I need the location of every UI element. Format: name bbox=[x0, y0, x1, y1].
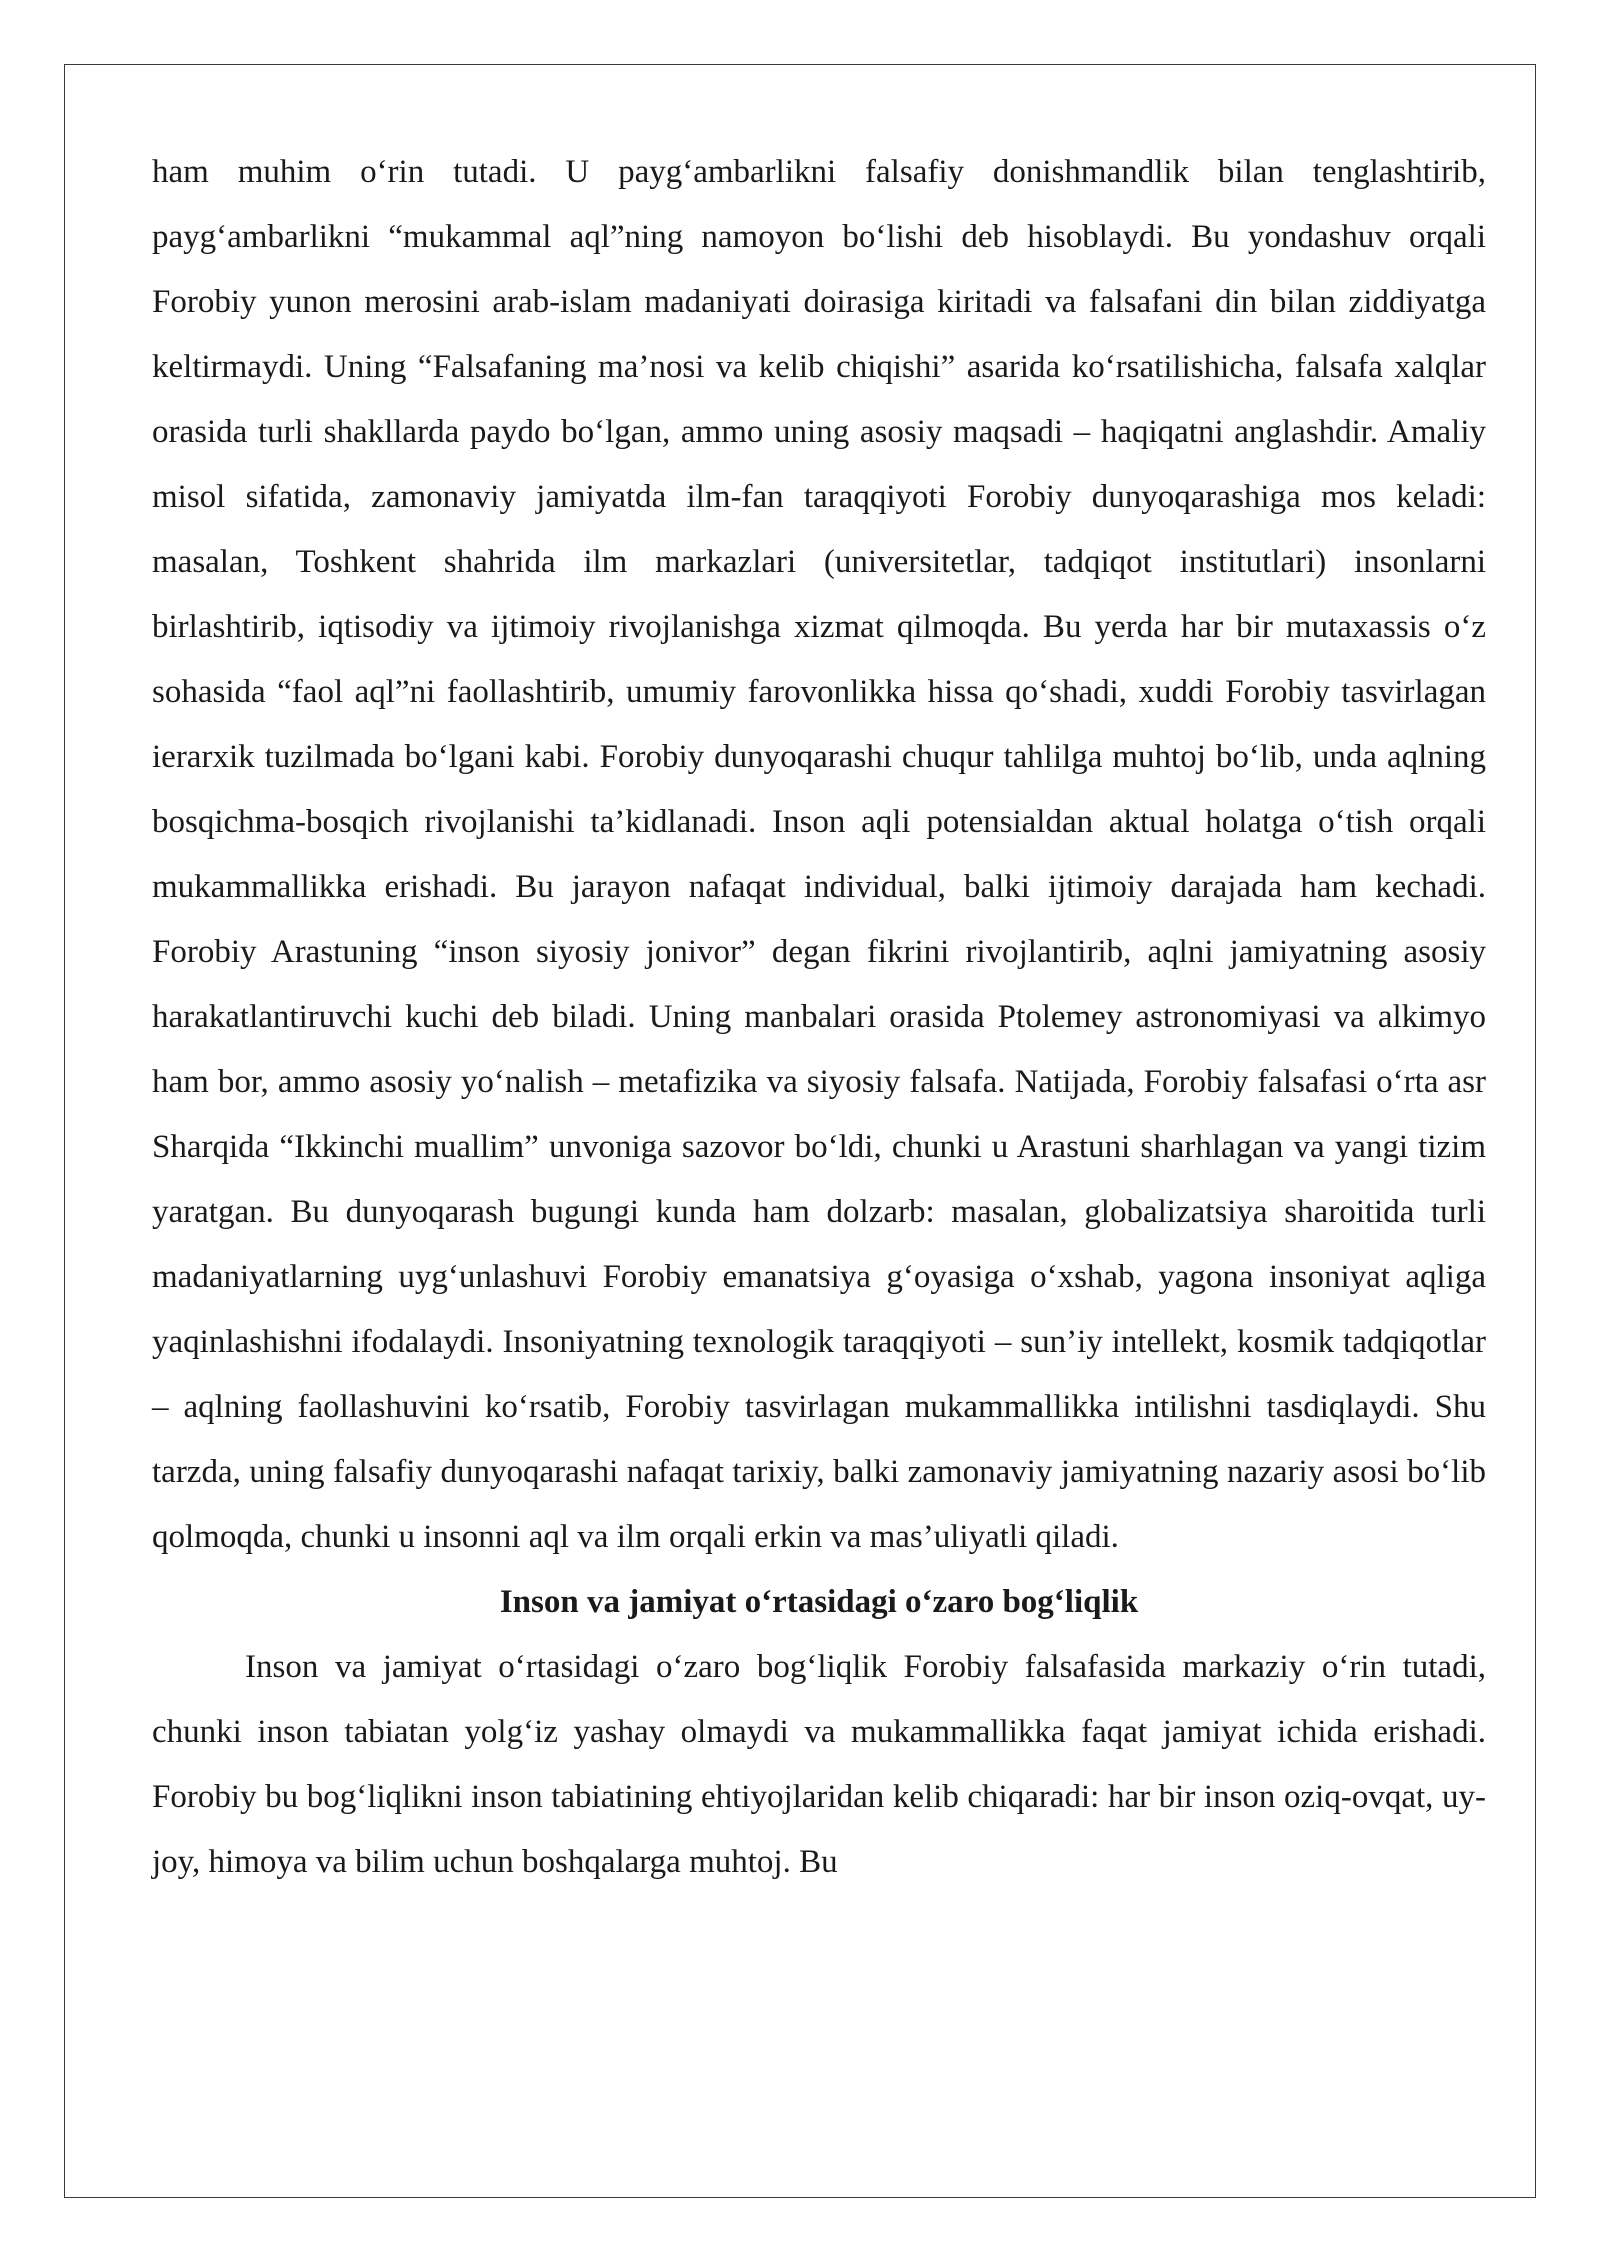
body-paragraph: Inson va jamiyat o‘rtasidagi o‘zaro bog‘liqlik Forobiy falsafasida markaziy o‘rin tutadi, chunki inson tabiatan yolg‘iz yashay olmaydi va mukammallikka faqat jamiyat ichida erishadi. Forobiy bu bog‘liqlikni inson tabiatining ehtiyojlaridan kelib chiqaradi: har bir inson oziq-ovqat, uy-joy, himoya va bilim uchun boshqalarga muhtoj. Bu bbox=[152, 1649, 1486, 1880]
body-paragraph: ham muhim o‘rin tutadi. U payg‘ambarlikni falsafiy donishmandlik bilan tenglashtirib, payg‘ambarlikni “mukammal aql”ning namoyon bo‘lishi deb hisoblaydi. Bu yondashuv orqali Forobiy yunon merosini arab-islam madaniyati doirasiga kiritadi va falsafani din bilan ziddiyatga keltirmaydi. Uning “Falsafaning ma’nosi va kelib chiqishi” asarida ko‘rsatilishicha, falsafa xalqlar orasida turli shakllarda paydo bo‘lgan, ammo uning asosiy maqsadi – haqiqatni anglashdir. Amaliy misol sifatida, zamonaviy jamiyatda ilm-fan taraqqiyoti Forobiy dunyoqarashiga mos keladi: masalan, Toshkent shahrida ilm markazlari (universitetlar, tadqiqot institutlari) insonlarni birlashtirib, iqtisodiy va ijtimoiy rivojlanishga xizmat qilmoqda. Bu yerda har bir mutaxassis o‘z sohasida “faol aql”ni faollashtirib, umumiy farovonlikka hissa qo‘shadi, xuddi Forobiy tasvirlagan ierarxik tuzilmada bo‘lgani kabi. Forobiy dunyoqarashi chuqur tahlilga muhtoj bo‘lib, unda aqlning bosqichma-bosqich rivojlanishi ta’kidlanadi. Inson aqli potensialdan aktual holatga o‘tish orqali mukammallikka erishadi. Bu jarayon nafaqat individual, balki ijtimoiy darajada ham kechadi. Forobiy Arastuning “inson siyosiy jonivor” degan fikrini rivojlantirib, aqlni jamiyatning asosiy harakatlantiruvchi kuchi deb biladi. Uning manbalari orasida Ptolemey astronomiyasi va alkimyo ham bor, ammo asosiy yo‘nalish – metafizika va siyosiy falsafa. Natijada, Forobiy falsafasi o‘rta asr Sharqida “Ikkinchi muallim” unvoniga sazovor bo‘ldi, chunki u Arastuni sharhlagan va yangi tizim yaratgan. Bu dunyoqarash bugungi kunda ham dolzarb: masalan, globalizatsiya sharoitida turli madaniyatlarning uyg‘unlashuvi Forobiy emanatsiya g‘oyasiga o‘xshab, yagona insoniyat aqliga yaqinlashishni ifodalaydi. Insoniyatning texnologik taraqqiyoti – sun’iy intellekt, kosmik tadqiqotlar – aqlning faollashuvini ko‘rsatib, Forobiy tasvirlagan mukammallikka intilishni tasdiqlaydi. Shu tarzda, uning falsafiy dunyoqarashi nafaqat tarixiy, balki zamonaviy jamiyatning nazariy asosi bo‘lib qolmoqda, chunki u insonni aql va ilm orqali erkin va mas’uliyatli qiladi. bbox=[152, 154, 1486, 1555]
section-heading: Inson va jamiyat o‘rtasidagi o‘zaro bog‘liqlik bbox=[499, 1584, 1139, 1620]
document-body bbox=[152, 140, 1486, 1895]
